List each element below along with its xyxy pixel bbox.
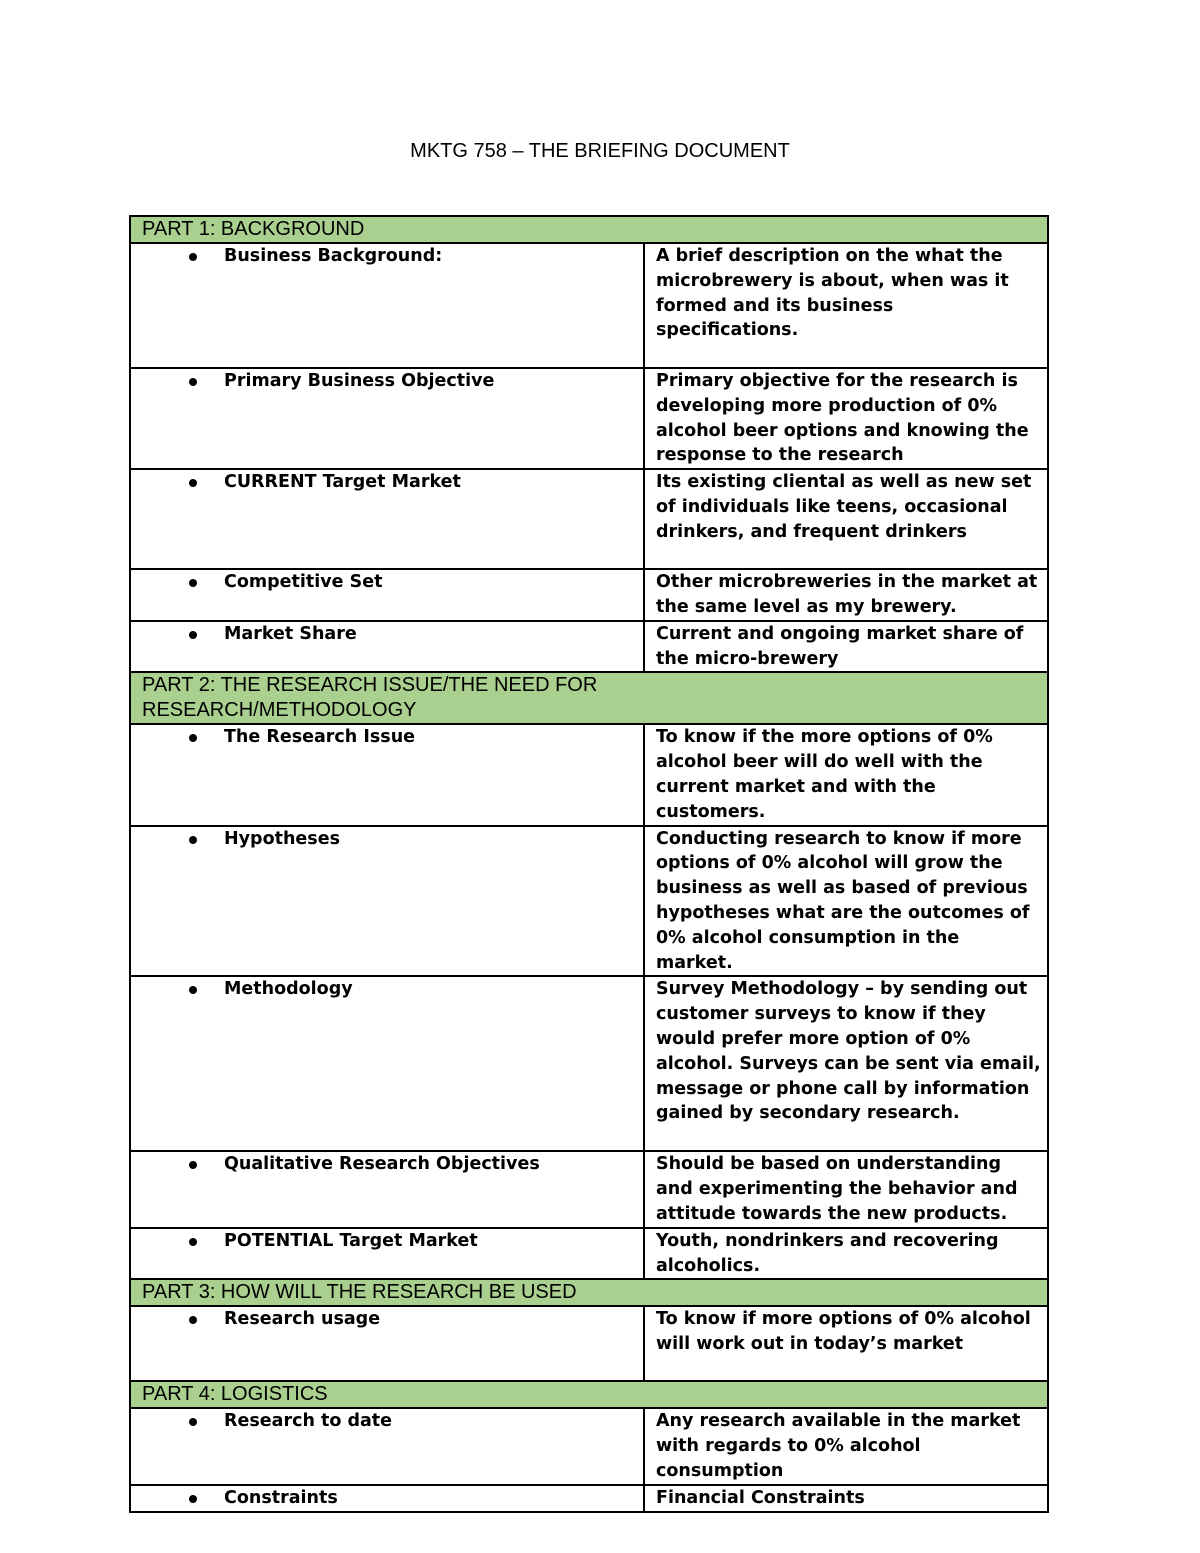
- row-description: Financial Constraints: [644, 1485, 1048, 1512]
- document-title: MKTG 758 – THE BRIEFING DOCUMENT: [410, 140, 790, 162]
- table-row: [130, 469, 1048, 569]
- table-row: [130, 1228, 1048, 1280]
- table-row: [130, 826, 1048, 977]
- section-heading: PART 4: LOGISTICS: [130, 1381, 1048, 1408]
- bullet-icon: [142, 622, 224, 647]
- row-label: POTENTIAL Target Market: [224, 1230, 478, 1251]
- row-label: Qualitative Research Objectives: [224, 1154, 540, 1175]
- table-row: [130, 1408, 1048, 1484]
- section-header: [130, 672, 1048, 724]
- table-row: [130, 1485, 1048, 1512]
- row-label-cell: [130, 826, 644, 977]
- row-description: A brief description on the what the microbrewery is about, when was it formed and its business specifications.: [644, 243, 1048, 368]
- table-row: [130, 976, 1048, 1151]
- row-description: Primary objective for the research is developing more production of 0% alcohol beer options and knowing the response to the research: [644, 368, 1048, 469]
- bullet-icon: [142, 1229, 224, 1254]
- table-row: [130, 368, 1048, 469]
- row-description: To know if more options of 0% alcohol will work out in today’s market: [644, 1306, 1048, 1381]
- row-description: Survey Methodology – by sending out customer surveys to know if they would prefer more option of 0% alcohol. Surveys can be sent via email, message or phone call by information gained by secondary research.: [644, 976, 1048, 1151]
- section-heading: PART 3: HOW WILL THE RESEARCH BE USED: [130, 1279, 1048, 1306]
- row-description: Other microbreweries in the market at the same level as my brewery.: [644, 569, 1048, 621]
- bullet-icon: [142, 977, 224, 1002]
- row-description: Youth, nondrinkers and recovering alcoholics.: [644, 1228, 1048, 1280]
- row-label: Market Share: [224, 623, 357, 644]
- row-label-cell: [130, 621, 644, 673]
- bullet-icon: [142, 1152, 224, 1177]
- table-row: [130, 1306, 1048, 1381]
- row-label-cell: [130, 469, 644, 569]
- row-label-cell: [130, 243, 644, 368]
- row-label: Competitive Set: [224, 572, 383, 593]
- row-label: Hypotheses: [224, 828, 340, 849]
- table-row: [130, 569, 1048, 621]
- row-label: The Research Issue: [224, 727, 416, 748]
- row-description: Conducting research to know if more options of 0% alcohol will grow the business as well as based of previous hypotheses what are the outcomes of 0% alcohol consumption in the market.: [644, 826, 1048, 977]
- bullet-icon: [142, 1307, 224, 1332]
- bullet-icon: [142, 827, 224, 852]
- row-label-cell: [130, 1408, 644, 1484]
- row-description: Its existing cliental as well as new set of individuals like teens, occasional drinkers, and frequent drinkers: [644, 469, 1048, 569]
- row-label-cell: [130, 368, 644, 469]
- section-header: [130, 1279, 1048, 1306]
- section-header: [130, 1381, 1048, 1408]
- bullet-icon: [142, 1486, 224, 1511]
- bullet-icon: [142, 244, 224, 269]
- row-label-cell: [130, 1306, 644, 1381]
- row-description: Should be based on understanding and experimenting the behavior and attitude towards the new products.: [644, 1151, 1048, 1227]
- table-row: [130, 621, 1048, 673]
- section-heading-text: PART 2: THE RESEARCH ISSUE/THE NEED FOR RESEARCH/METHODOLOGY: [142, 674, 598, 722]
- row-label-cell: [130, 724, 644, 825]
- row-description: To know if the more options of 0% alcohol beer will do well with the current market and with the customers.: [644, 724, 1048, 825]
- row-label: Research usage: [224, 1309, 381, 1330]
- row-label: Methodology: [224, 979, 353, 1000]
- row-description: Current and ongoing market share of the micro-brewery: [644, 621, 1048, 673]
- row-label-cell: [130, 1151, 644, 1227]
- row-label: Primary Business Objective: [224, 371, 495, 391]
- row-label-cell: [130, 976, 644, 1151]
- briefing-table: [129, 215, 1049, 1513]
- row-label: CURRENT Target Market: [224, 472, 461, 493]
- section-header: [130, 216, 1048, 243]
- bullet-icon: [142, 369, 224, 394]
- bullet-icon: [142, 1409, 224, 1434]
- row-description: Any research available in the market with regards to 0% alcohol consumption: [644, 1408, 1048, 1484]
- row-label-cell: [130, 1485, 644, 1512]
- section-heading: PART 1: BACKGROUND: [130, 216, 1048, 243]
- bullet-icon: [142, 725, 224, 750]
- table-row: [130, 724, 1048, 825]
- row-label-cell: [130, 1228, 644, 1280]
- row-label: Constraints: [224, 1487, 338, 1508]
- row-label-cell: [130, 569, 644, 621]
- section-heading: [130, 672, 1048, 724]
- table-row: [130, 1151, 1048, 1227]
- table-row: [130, 243, 1048, 368]
- bullet-icon: [142, 570, 224, 595]
- row-label: Research to date: [224, 1411, 393, 1432]
- row-label: Business Background:: [224, 246, 443, 266]
- bullet-icon: [142, 470, 224, 495]
